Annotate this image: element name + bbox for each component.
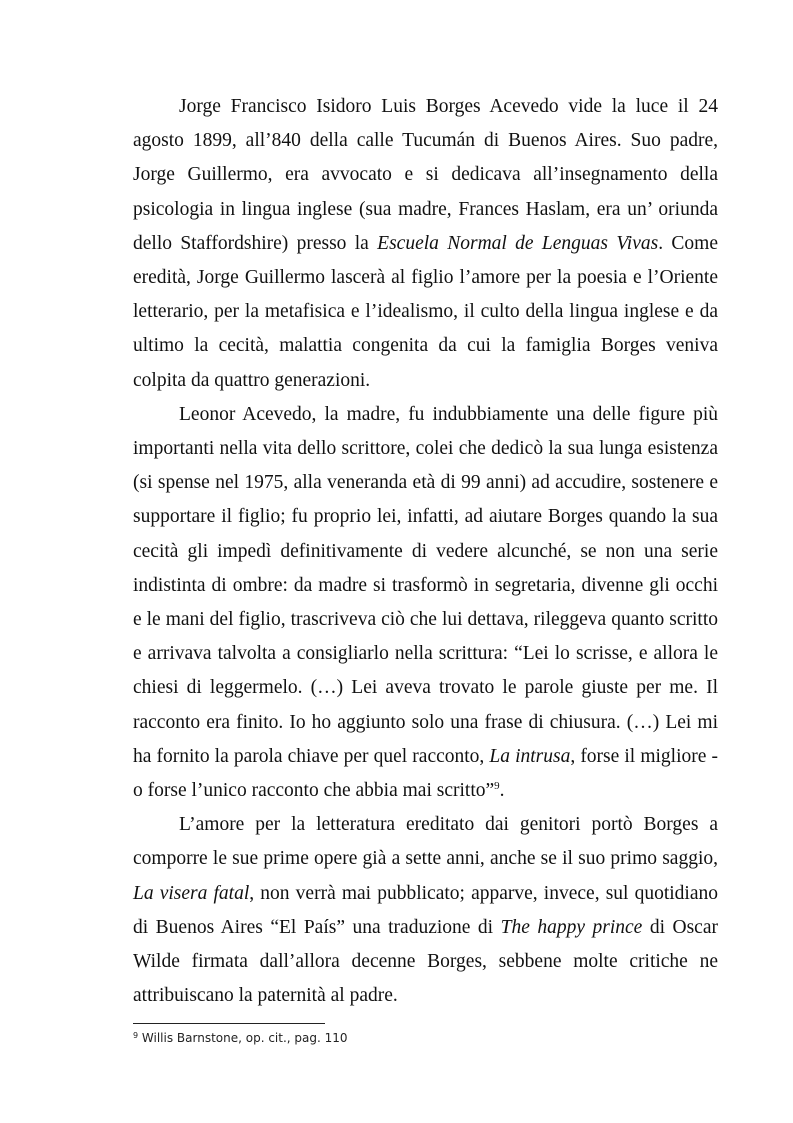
text-run: . Come eredità, Jorge Guillermo lascerà al figlio l’amore per la poesia e l’Oriente letterario, per la metafisica e l’idealismo, il culto della lingua inglese e da ultimo la cecità, malattia congenita da cui la famiglia Borges veniva colpita da quattro generazioni. <box>133 232 718 391</box>
italic-title: La intrusa <box>489 745 571 767</box>
text-run: . <box>499 780 505 802</box>
paragraph <box>133 398 718 808</box>
body-text <box>133 90 718 1013</box>
text-run: , forse il migliore - o forse l’unico racconto che abbia mai scritto” <box>133 745 718 802</box>
text-run: , non verrà mai pubblicato; apparve, invece, sul quotidiano di Buenos Aires “El País” una traduzione di <box>133 882 718 938</box>
text-run: L’amore per la letteratura ereditato dai genitori portò Borges a comporre le sue prime opere già a sette anni, anche se il suo primo saggio, <box>133 814 718 870</box>
italic-title: Escuela Normal de Lenguas Vivas <box>377 232 659 254</box>
footnote-text: Willis Barnstone, op. cit., pag. 110 <box>138 1031 348 1045</box>
paragraph <box>133 808 718 1013</box>
footnote-separator <box>133 1023 325 1024</box>
text-run: Jorge Francisco Isidoro Luis Borges Acevedo vide la luce il 24 agosto 1899, all’840 della calle Tucumán di Buenos Aires. Suo padre, Jorge Guillermo, era avvocato e si dedicava all’insegnamento della psicologia in lingua inglese (sua madre, Frances Haslam, era un’ oriunda dello Staffordshire) presso la <box>133 96 718 254</box>
text-run: di Oscar Wilde firmata dall’allora decenne Borges, sebbene molte critiche ne attribuiscano la paternità al padre. <box>133 916 718 1007</box>
footnote-reference: 9 <box>494 780 500 793</box>
italic-title: The happy prince <box>500 916 643 938</box>
italic-title: La visera fatal <box>133 882 250 904</box>
paragraph <box>133 90 718 398</box>
footnote-marker: 9 <box>133 1031 139 1040</box>
footnote <box>133 1030 718 1046</box>
text-run: Leonor Acevedo, la madre, fu indubbiamente una delle figure più importanti nella vita dello scrittore, colei che dedicò la sua lunga esistenza (si spense nel 1975, alla veneranda età di 99 anni) ad accudire, sostenere e supportare il figlio; fu proprio lei, infatti, ad aiutare Borges quando la sua cecità gli impedì definitivamente di vedere alcunché, se non una serie indistinta di ombre: da madre si trasformò in segretaria, divenne gli occhi e le mani del figlio, trascriveva ciò che lui dettava, rileggeva quanto scritto e arrivava talvolta a consigliarlo nella scrittura: “Lei lo scrisse, e allora le chiesi di leggermelo. (…) Lei aveva trovato le parole giuste per me. Il racconto era finito. Io ho aggiunto solo una frase di chiusura. (…) Lei mi ha fornito la parola chiave per quel racconto, <box>133 403 718 767</box>
